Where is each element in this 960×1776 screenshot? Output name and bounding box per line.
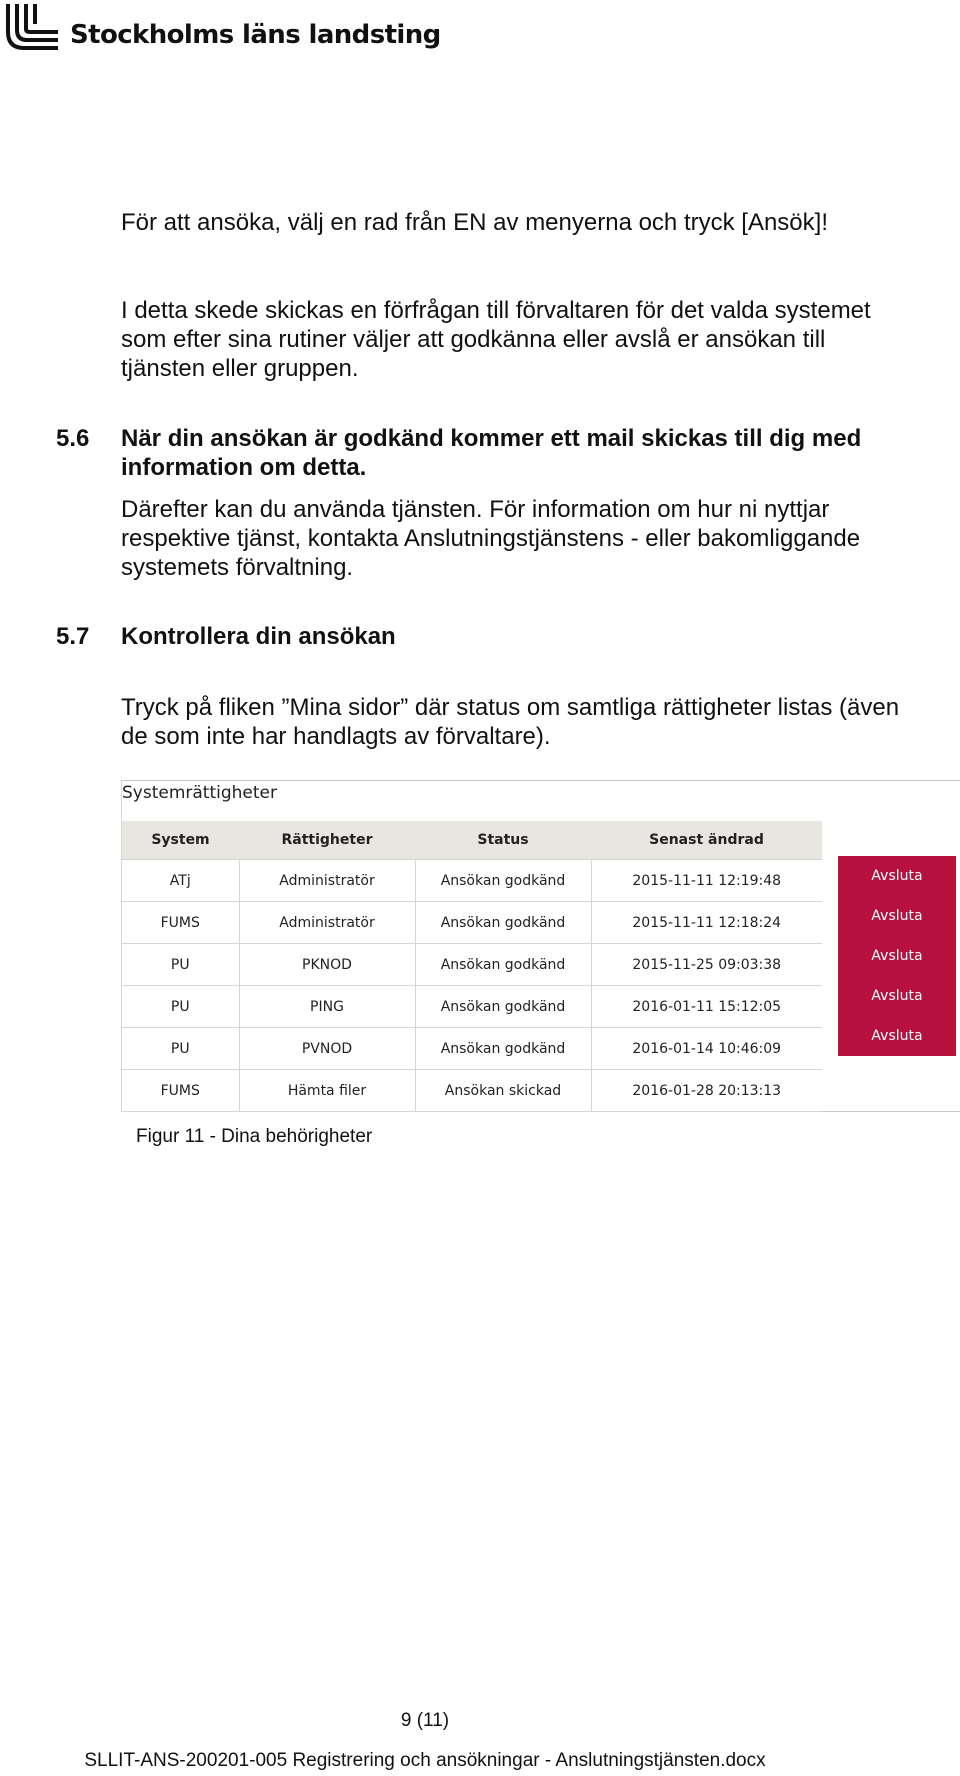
figure-title: Systemrättigheter [122,783,277,803]
cell-status: Ansökan godkänd [415,860,591,902]
table-row [122,1028,822,1070]
table-row [122,860,822,902]
end-access-button[interactable]: Avsluta [838,896,956,936]
table-row [122,944,822,986]
intro-paragraph: För att ansöka, välj en rad från EN av menyerna och tryck [Ansök]! [121,209,828,236]
cell-right: PKNOD [239,944,415,986]
cell-status: Ansökan godkänd [415,1028,591,1070]
logo-text: Stockholms läns landsting [70,20,441,50]
table-row [122,986,822,1028]
cell-system: FUMS [122,902,239,944]
end-access-button[interactable]: Avsluta [838,976,956,1016]
cell-changed: 2015-11-25 09:03:38 [591,944,822,986]
table-header-row [122,821,822,860]
end-access-button[interactable]: Avsluta [838,1016,956,1056]
column-header-rights: Rättigheter [239,821,415,860]
process-paragraph: I detta skede skickas en förfrågan till förvaltaren för det valda systemet som efter sina rutiner väljer att godkänna eller avslå er ansökan till tjänsten eller gruppen. [121,297,871,382]
system-rights-screenshot [121,780,960,1112]
cell-system: PU [122,1028,239,1070]
document-footer: SLLIT-ANS-200201-005 Registrering och ansökningar - Anslutningstjänsten.docx [84,1750,766,1771]
cell-status: Ansökan godkänd [415,944,591,986]
cell-right: PVNOD [239,1028,415,1070]
cell-status: Ansökan godkänd [415,902,591,944]
section-title: När din ansökan är godkänd kommer ett mail skickas till dig med information om detta. [121,425,862,481]
cell-system: PU [122,944,239,986]
column-header-system: System [122,821,239,860]
end-access-button[interactable]: Avsluta [838,856,956,896]
cell-changed: 2016-01-11 15:12:05 [591,986,822,1028]
cell-right: Administratör [239,902,415,944]
cell-changed: 2016-01-14 10:46:09 [591,1028,822,1070]
cell-status: Ansökan skickad [415,1070,591,1112]
rights-table [122,821,822,1112]
cell-changed: 2015-11-11 12:18:24 [591,902,822,944]
check-paragraph: Tryck på fliken ”Mina sidor” där status om samtliga rättigheter listas (även de som inte har handlagts av förvaltare). [121,694,900,750]
section-title: Kontrollera din ansökan [121,623,396,650]
usage-paragraph: Därefter kan du använda tjänsten. För information om hur ni nyttjar respektive tjänst, kontakta Anslutningstjänstens - eller bakomliggande systemets förvaltning. [121,496,861,581]
section-number: 5.7 [56,623,90,650]
column-header-status: Status [415,821,591,860]
cell-system: ATj [122,860,239,902]
section-heading-5-6 [56,424,916,484]
sll-logo-icon [2,2,62,52]
cell-changed: 2016-01-28 20:13:13 [591,1070,822,1112]
end-actions-column [838,856,956,1056]
section-number: 5.6 [56,425,90,452]
section-heading-5-7 [56,622,916,652]
cell-right: PING [239,986,415,1028]
table-row [122,1070,822,1112]
cell-changed: 2015-11-11 12:19:48 [591,860,822,902]
end-access-button[interactable]: Avsluta [838,936,956,976]
figure-caption: Figur 11 - Dina behörigheter [136,1126,373,1147]
organization-logo [0,0,441,56]
page-number: 9 (11) [400,1710,450,1731]
column-header-changed: Senast ändrad [591,821,822,860]
cell-right: Administratör [239,860,415,902]
cell-system: PU [122,986,239,1028]
cell-right: Hämta filer [239,1070,415,1112]
cell-status: Ansökan godkänd [415,986,591,1028]
cell-system: FUMS [122,1070,239,1112]
table-row [122,902,822,944]
